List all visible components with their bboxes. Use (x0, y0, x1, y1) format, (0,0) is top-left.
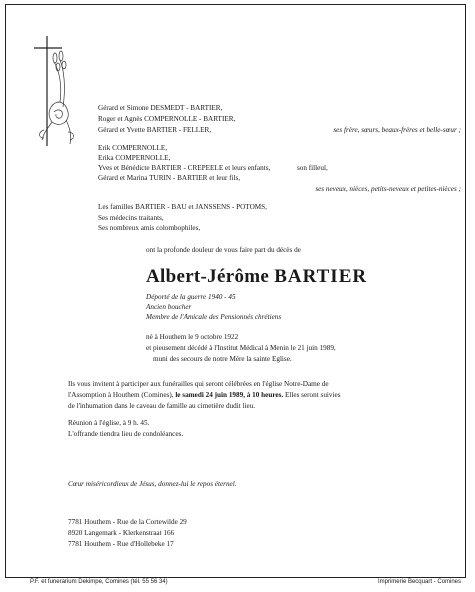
deceased-surname: BARTIER (274, 266, 368, 287)
deceased-first-names: Albert-Jérôme (146, 266, 270, 287)
family-line: Roger et Agnès COMPERNOLLE - BARTIER, (98, 115, 236, 123)
family-line: Erika COMPERNOLLE, (98, 154, 171, 162)
announcement-text: ont la profonde douleur de vous faire part du décès de (146, 246, 301, 254)
family-line: Gérard et Simone DESMEDT - BARTIER, (98, 104, 223, 112)
funeral-text-2 (68, 391, 341, 400)
relation-godson: son filleul, (297, 164, 328, 172)
birth-line: né à Houthem le 9 octobre 1922 (146, 333, 239, 341)
funeral-followed: Elles seront suivies (285, 391, 341, 399)
cross-with-rose-and-wheat-icon (30, 32, 78, 150)
deceased-title: Déporté de la guerre 1940 - 45 (146, 293, 236, 301)
funeral-text-1: Ils vous invitent à participer aux funérailles qui seront célébrées en l'église Notre-Dame de (68, 380, 329, 388)
funeral-location: l'Assomption à Houthem (Comines), (68, 391, 174, 399)
relation-siblings: ses frère, sœurs, beaux-frères et belle-sœur ; (333, 126, 461, 134)
offering-text: L'offrande tiendra lieu de condoléances. (68, 430, 184, 438)
address-line: 8920 Langemark - Klerkenstraat 166 (68, 529, 175, 537)
family-line: Gérard et Yvette BARTIER - FELLER, (98, 126, 212, 134)
funeral-text-3: de l'inhumation dans le caveau de famille au cimetière dudit lieu. (68, 402, 256, 410)
family-line: Yves et Bénédicte BARTIER - CREPEELE et leurs enfants, (98, 164, 271, 172)
reunion-text: Réunion à l'église, à 9 h. 45. (68, 419, 150, 427)
family-line: Ses nombreux amis colombophiles, (98, 224, 201, 232)
sacraments-line: muni des secours de notre Mère la sainte Eglise. (153, 355, 292, 363)
footer-funeral-home: P.F. et funerarium Dekimpe, Comines (tél. 55 56 34) (30, 579, 168, 585)
deceased-title: Membre de l'Amicale des Pensionnés chrétiens (146, 313, 282, 321)
deceased-title: Ancien boucher (146, 303, 192, 311)
family-line: Ses médecins traitants, (98, 214, 164, 222)
family-line: Erik COMPERNOLLE, (98, 144, 168, 152)
address-line: 7781 Houthem - Rue d'Hollebeke 17 (68, 540, 174, 548)
address-line: 7781 Houthem - Rue de la Cortewilde 29 (68, 518, 187, 526)
prayer-text: Cœur miséricordieux de Jésus, donnez-lui le repos éternel. (68, 480, 237, 488)
family-line: Les familles BARTIER - BAU et JANSSENS - POTOMS, (98, 203, 267, 211)
footer-printer: Imprimerie Becquart - Comines (377, 579, 461, 585)
family-line: Gérard et Marina TURIN - BARTIER et leur fils, (98, 174, 241, 182)
deceased-name (146, 266, 367, 288)
death-line: et pieusement décédé à l'Institut Médical à Menin le 21 juin 1989, (146, 344, 336, 352)
relation-nephews: ses neveux, nièces, petits-neveux et petites-nièces ; (315, 185, 461, 193)
funeral-date: le samedi 24 juin 1989, à 10 heures. (175, 391, 284, 399)
